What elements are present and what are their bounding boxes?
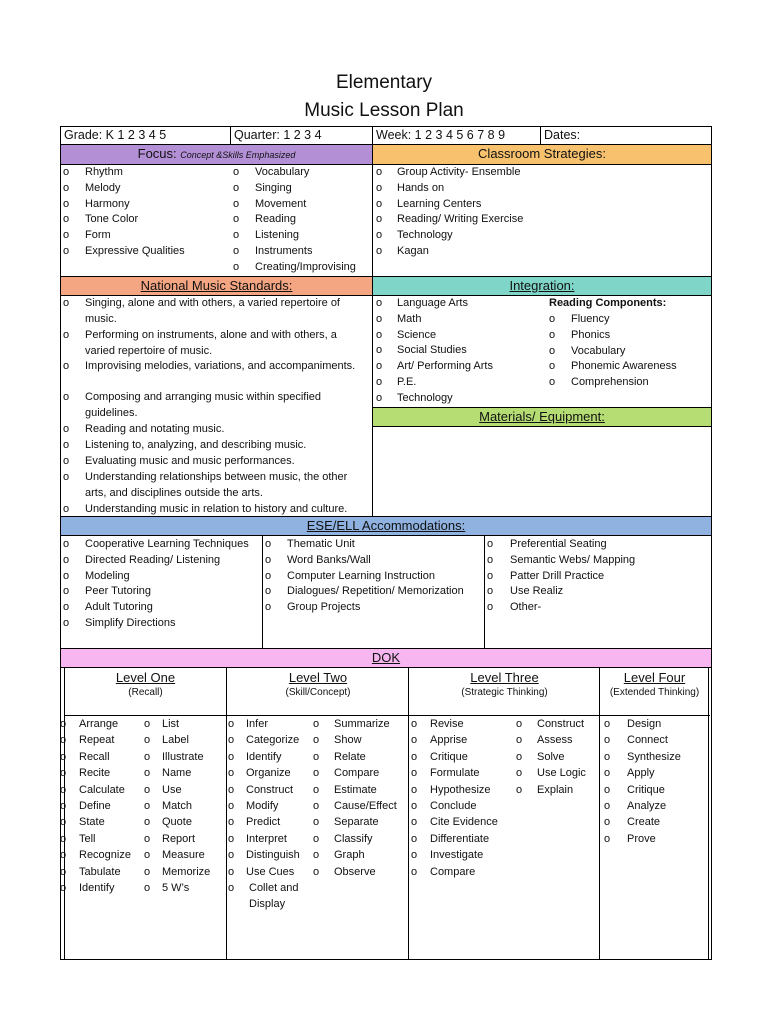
bullet-marker: o bbox=[376, 391, 383, 404]
list-item: Construct bbox=[246, 783, 294, 796]
bullet-marker: o bbox=[313, 718, 320, 730]
list-item: Quote bbox=[162, 816, 192, 829]
list-item: Critique bbox=[627, 783, 665, 796]
list-item: Separate bbox=[334, 816, 379, 829]
list-item: Reading bbox=[255, 213, 296, 226]
level-four-title: Level Four (Extended Thinking) bbox=[609, 670, 700, 698]
list-item: Assess bbox=[537, 734, 573, 747]
list-item: Vocabulary bbox=[255, 166, 310, 178]
list-item: Match bbox=[162, 800, 192, 812]
bullet-marker: o bbox=[228, 849, 235, 862]
classroom-header: Classroom Strategies: bbox=[478, 146, 606, 161]
list-item: Investigate bbox=[430, 849, 484, 862]
bullet-marker: o bbox=[376, 328, 383, 341]
bullet-marker: o bbox=[487, 569, 494, 582]
list-item: Tell bbox=[79, 832, 96, 845]
bullet-marker: o bbox=[144, 832, 151, 845]
bullet-marker: o bbox=[376, 213, 383, 226]
bullet-marker: o bbox=[411, 767, 418, 780]
bullet-marker: o bbox=[60, 865, 67, 878]
list-item: Use Logic bbox=[537, 767, 586, 780]
list-item: Estimate bbox=[334, 783, 377, 796]
list-item: Compare bbox=[430, 865, 476, 878]
list-item: Melody bbox=[85, 181, 121, 194]
list-item: Distinguish bbox=[246, 849, 300, 862]
list-item: Revise bbox=[430, 718, 464, 730]
bullet-marker: o bbox=[411, 832, 418, 845]
list-item: Phonics bbox=[571, 328, 611, 341]
bullet-marker: o bbox=[516, 767, 523, 780]
list-item: Classify bbox=[334, 832, 373, 845]
list-item: Illustrate bbox=[162, 750, 204, 763]
dates-field: Dates: bbox=[544, 128, 581, 142]
list-item: Label bbox=[162, 734, 189, 747]
bullet-marker: o bbox=[63, 181, 70, 194]
list-item: Recognize bbox=[79, 849, 131, 862]
level-three-title: Level Three (Strategic Thinking) bbox=[461, 670, 548, 698]
bullet-marker: o bbox=[376, 229, 383, 242]
standard-item: Understanding music in relation to history and culture. bbox=[85, 503, 348, 515]
standard-item: Listening to, analyzing, and describing music. bbox=[85, 439, 307, 451]
list-item: Harmony bbox=[85, 197, 130, 210]
list-item: Observe bbox=[334, 865, 376, 878]
list-item: Modeling bbox=[85, 569, 130, 582]
list-item: Predict bbox=[246, 816, 281, 829]
standards-header: National Music Standards: bbox=[140, 278, 293, 293]
list-item: Phonemic Awareness bbox=[571, 360, 677, 373]
list-item: Hands on bbox=[397, 181, 445, 194]
list-item: Design bbox=[627, 718, 662, 730]
bullet-marker: o bbox=[376, 245, 383, 257]
bullet-marker: o bbox=[60, 816, 67, 829]
list-item: Art/ Performing Arts bbox=[397, 360, 493, 373]
list-item: Differentiate bbox=[430, 832, 490, 845]
list-item: Group Activity- Ensemble bbox=[397, 166, 521, 178]
list-item: Group Projects bbox=[287, 601, 361, 614]
list-item: Critique bbox=[430, 750, 468, 763]
list-item: Summarize bbox=[334, 718, 390, 730]
bullet-marker: o bbox=[265, 569, 272, 582]
bullet-marker: o bbox=[376, 344, 383, 357]
bullet-marker: o bbox=[60, 832, 67, 845]
bullet-marker: o bbox=[60, 882, 67, 894]
bullet-marker: o bbox=[144, 816, 151, 829]
list-item: Create bbox=[627, 816, 661, 829]
bullet-marker: o bbox=[516, 750, 523, 763]
list-item: Measure bbox=[162, 849, 205, 862]
bullet-marker: o bbox=[63, 213, 70, 226]
list-item: Repeat bbox=[79, 734, 115, 747]
materials-header: Materials/ Equipment: bbox=[479, 409, 605, 424]
list-item: Vocabulary bbox=[571, 344, 626, 357]
bullet-marker: o bbox=[60, 718, 67, 730]
list-item: Form bbox=[85, 229, 111, 242]
bullet-marker: o bbox=[233, 229, 240, 242]
bullet-marker: o bbox=[549, 376, 556, 389]
bullet-marker: o bbox=[411, 816, 418, 829]
list-item: Calculate bbox=[79, 783, 125, 796]
list-item: Expressive Qualities bbox=[85, 245, 185, 257]
bullet-marker: o bbox=[228, 750, 235, 763]
bullet-marker: o bbox=[144, 849, 151, 862]
bullet-marker: o bbox=[228, 718, 235, 730]
bullet-marker: o bbox=[63, 166, 70, 178]
bullet-marker: o bbox=[376, 181, 383, 194]
list-item: Patter Drill Practice bbox=[510, 569, 605, 582]
list-item: Tabulate bbox=[79, 865, 121, 878]
list-item: Conclude bbox=[430, 800, 477, 812]
bullet-marker: o bbox=[228, 783, 235, 796]
list-item: P.E. bbox=[397, 376, 417, 388]
bullet-marker: o bbox=[265, 553, 272, 566]
level-two-title: Level Two (Skill/Concept) bbox=[285, 670, 351, 698]
list-item: Define bbox=[79, 800, 111, 812]
standard-item: Reading and notating music. bbox=[85, 423, 225, 435]
bullet-marker: o bbox=[63, 471, 70, 483]
bullet-marker: o bbox=[604, 783, 611, 796]
bullet-marker: o bbox=[144, 865, 151, 878]
list-item: Listening bbox=[255, 229, 300, 242]
bullet-marker: o bbox=[376, 297, 383, 309]
list-item: Reading/ Writing Exercise bbox=[397, 213, 524, 226]
list-item: Use Realiz bbox=[510, 585, 564, 598]
bullet-marker: o bbox=[63, 245, 70, 257]
reading-components-label: Reading Components: bbox=[549, 297, 667, 309]
bullet-marker: o bbox=[516, 734, 523, 747]
list-item: Tone Color bbox=[85, 213, 139, 226]
bullet-marker: o bbox=[233, 197, 240, 210]
list-item: Identify bbox=[79, 882, 115, 894]
bullet-marker: o bbox=[60, 767, 67, 780]
bullet-marker: o bbox=[549, 313, 556, 325]
list-item: Compare bbox=[334, 767, 380, 780]
bullet-marker: o bbox=[376, 312, 383, 325]
bullet-marker: o bbox=[604, 832, 611, 845]
ese-header: ESE/ELL Accommodations: bbox=[306, 518, 466, 533]
bullet-marker: o bbox=[411, 783, 418, 796]
bullet-marker: o bbox=[63, 329, 70, 341]
bullet-marker: o bbox=[233, 245, 240, 257]
list-item: Kagan bbox=[397, 245, 429, 257]
bullet-marker: o bbox=[144, 882, 151, 894]
standard-item: Understanding relationships between music, the other arts, and disciplines outside the arts. bbox=[85, 471, 348, 499]
bullet-marker: o bbox=[63, 360, 70, 372]
list-item: Cite Evidence bbox=[430, 816, 498, 829]
bullet-marker: o bbox=[63, 585, 70, 598]
bullet-marker: o bbox=[228, 767, 235, 780]
bullet-marker: o bbox=[604, 718, 611, 730]
list-item: Technology bbox=[397, 229, 453, 242]
list-item: Rhythm bbox=[85, 166, 123, 178]
bullet-marker: o bbox=[233, 181, 240, 194]
bullet-marker: o bbox=[228, 816, 235, 829]
bullet-marker: o bbox=[604, 734, 611, 747]
list-item: Organize bbox=[246, 767, 291, 780]
title-line-2: Music Lesson Plan bbox=[304, 100, 464, 121]
list-item: Use bbox=[162, 783, 182, 796]
focus-sub: Concept &Skills Emphasized bbox=[180, 150, 296, 160]
list-item: Simplify Directions bbox=[85, 617, 176, 629]
list-item: Other- bbox=[510, 601, 542, 614]
list-item: Name bbox=[162, 767, 192, 780]
bullet-marker: o bbox=[233, 260, 240, 273]
list-item: Adult Tutoring bbox=[85, 601, 153, 614]
bullet-marker: o bbox=[144, 767, 151, 780]
standard-item: Improvising melodies, variations, and accompaniments. bbox=[85, 360, 356, 372]
bullet-marker: o bbox=[63, 391, 70, 403]
list-item: Prove bbox=[627, 832, 656, 845]
list-item: Movement bbox=[255, 197, 307, 210]
list-item: Math bbox=[397, 312, 422, 325]
standard-item: Singing, alone and with others, a varied repertoire of music. bbox=[85, 297, 340, 325]
list-item: Recite bbox=[79, 767, 111, 780]
bullet-marker: o bbox=[63, 439, 70, 451]
bullet-marker: o bbox=[63, 197, 70, 210]
bullet-marker: o bbox=[313, 849, 320, 862]
focus-header bbox=[61, 145, 372, 164]
bullet-marker: o bbox=[516, 718, 523, 730]
bullet-marker: o bbox=[60, 800, 67, 812]
list-item: Collet and Display bbox=[249, 882, 299, 910]
list-item: Semantic Webs/ Mapping bbox=[510, 553, 636, 566]
list-item: Explain bbox=[537, 783, 574, 796]
bullet-marker: o bbox=[63, 229, 70, 242]
quarter-field: Quarter: 1 2 3 4 bbox=[234, 128, 322, 142]
bullet-marker: o bbox=[376, 376, 383, 388]
list-item: Show bbox=[334, 734, 362, 747]
bullet-marker: o bbox=[60, 783, 67, 796]
dok-header: DOK bbox=[371, 650, 401, 665]
focus-label: Focus: bbox=[137, 146, 177, 161]
bullet-marker: o bbox=[411, 849, 418, 862]
list-item: Graph bbox=[334, 849, 365, 862]
list-item: Synthesize bbox=[627, 750, 681, 763]
bullet-marker: o bbox=[228, 734, 235, 747]
list-item: Comprehension bbox=[571, 376, 649, 389]
bullet-marker: o bbox=[313, 734, 320, 747]
list-item: Analyze bbox=[627, 800, 667, 812]
bullet-marker: o bbox=[63, 538, 70, 550]
bullet-marker: o bbox=[233, 166, 240, 178]
bullet-marker: o bbox=[487, 538, 494, 550]
title-line-1: Elementary bbox=[335, 72, 433, 93]
bullet-marker: o bbox=[228, 832, 235, 845]
list-item: Technology bbox=[397, 391, 453, 404]
bullet-marker: o bbox=[313, 832, 320, 845]
bullet-marker: o bbox=[63, 503, 70, 515]
week-field: Week: 1 2 3 4 5 6 7 8 9 bbox=[376, 128, 506, 142]
list-item: Fluency bbox=[571, 313, 610, 325]
bullet-marker: o bbox=[60, 750, 67, 763]
bullet-marker: o bbox=[411, 718, 418, 730]
bullet-marker: o bbox=[411, 800, 418, 812]
grade-field: Grade: K 1 2 3 4 5 bbox=[64, 128, 167, 142]
bullet-marker: o bbox=[549, 328, 556, 341]
bullet-marker: o bbox=[60, 849, 67, 862]
list-item: Relate bbox=[334, 750, 366, 763]
list-item: Infer bbox=[246, 718, 269, 730]
list-item: Directed Reading/ Listening bbox=[85, 553, 221, 566]
list-item: Singing bbox=[255, 181, 292, 194]
bullet-marker: o bbox=[411, 865, 418, 878]
bullet-marker: o bbox=[487, 553, 494, 566]
level-one-title: Level One (Recall) bbox=[115, 670, 176, 698]
bullet-marker: o bbox=[265, 538, 272, 550]
list-item: Solve bbox=[537, 750, 565, 763]
bullet-marker: o bbox=[604, 750, 611, 763]
bullet-marker: o bbox=[265, 585, 272, 598]
list-item: Hypothesize bbox=[430, 783, 491, 796]
bullet-marker: o bbox=[516, 783, 523, 796]
bullet-marker: o bbox=[63, 601, 70, 614]
bullet-marker: o bbox=[60, 734, 67, 747]
list-item: Instruments bbox=[255, 245, 313, 257]
bullet-marker: o bbox=[411, 734, 418, 747]
bullet-marker: o bbox=[376, 166, 383, 178]
list-item: List bbox=[162, 718, 180, 730]
list-item: Formulate bbox=[430, 767, 480, 780]
list-item: Construct bbox=[537, 718, 585, 730]
bullet-marker: o bbox=[144, 783, 151, 796]
integration-header: Integration: bbox=[509, 278, 575, 293]
list-item: 5 W’s bbox=[162, 882, 190, 894]
bullet-marker: o bbox=[313, 816, 320, 829]
bullet-marker: o bbox=[604, 800, 611, 812]
list-item: Computer Learning Instruction bbox=[287, 569, 435, 582]
list-item: Recall bbox=[79, 750, 110, 763]
bullet-marker: o bbox=[265, 601, 272, 614]
bullet-marker: o bbox=[313, 750, 320, 763]
bullet-marker: o bbox=[411, 750, 418, 763]
list-item: State bbox=[79, 816, 105, 829]
list-item: Interpret bbox=[246, 832, 287, 845]
bullet-marker: o bbox=[144, 800, 151, 812]
list-item: Peer Tutoring bbox=[85, 585, 152, 598]
list-item: Identify bbox=[246, 750, 282, 763]
standard-item: Composing and arranging music within specified guidelines. bbox=[85, 391, 322, 419]
list-item: Apply bbox=[627, 767, 655, 780]
bullet-marker: o bbox=[63, 553, 70, 566]
bullet-marker: o bbox=[63, 617, 70, 629]
bullet-marker: o bbox=[144, 750, 151, 763]
list-item: Word Banks/Wall bbox=[287, 553, 371, 566]
bullet-marker: o bbox=[376, 197, 383, 210]
list-item: Connect bbox=[627, 734, 668, 747]
bullet-marker: o bbox=[63, 455, 70, 467]
list-item: Memorize bbox=[162, 865, 211, 878]
list-item: Arrange bbox=[79, 718, 119, 730]
list-item: Modify bbox=[246, 800, 279, 812]
bullet-marker: o bbox=[313, 783, 320, 796]
bullet-marker: o bbox=[63, 569, 70, 582]
list-item: Cause/Effect bbox=[334, 800, 397, 812]
bullet-marker: o bbox=[604, 767, 611, 780]
list-item: Apprise bbox=[430, 734, 468, 747]
list-item: Learning Centers bbox=[397, 197, 482, 210]
list-item: Thematic Unit bbox=[287, 538, 355, 550]
bullet-marker: o bbox=[144, 718, 151, 730]
bullet-marker: o bbox=[144, 734, 151, 747]
bullet-marker: o bbox=[313, 767, 320, 780]
bullet-marker: o bbox=[604, 816, 611, 829]
bullet-marker: o bbox=[549, 360, 556, 373]
bullet-marker: o bbox=[63, 423, 70, 435]
list-item: Use Cues bbox=[246, 865, 295, 878]
bullet-marker: o bbox=[233, 213, 240, 226]
bullet-marker: o bbox=[63, 297, 70, 309]
list-item: Creating/Improvising bbox=[255, 260, 356, 273]
bullet-marker: o bbox=[228, 882, 235, 894]
list-item: Report bbox=[162, 832, 196, 845]
list-item: Cooperative Learning Techniques bbox=[85, 538, 249, 550]
list-item: Language Arts bbox=[397, 297, 468, 309]
list-item: Social Studies bbox=[397, 344, 467, 357]
bullet-marker: o bbox=[313, 865, 320, 878]
bullet-marker: o bbox=[549, 344, 556, 357]
bullet-marker: o bbox=[228, 800, 235, 812]
standard-item: Evaluating music and music performances. bbox=[85, 455, 295, 467]
bullet-marker: o bbox=[313, 800, 320, 812]
bullet-marker: o bbox=[228, 865, 235, 878]
list-item: Categorize bbox=[246, 734, 300, 747]
list-item: Dialogues/ Repetition/ Memorization bbox=[287, 585, 464, 598]
standard-item: Performing on instruments, alone and with others, a varied repertoire of music. bbox=[85, 329, 337, 357]
list-item: Preferential Seating bbox=[510, 538, 607, 550]
bullet-marker: o bbox=[487, 585, 494, 598]
list-item: Science bbox=[397, 328, 437, 341]
bullet-marker: o bbox=[376, 360, 383, 373]
bullet-marker: o bbox=[487, 601, 494, 614]
